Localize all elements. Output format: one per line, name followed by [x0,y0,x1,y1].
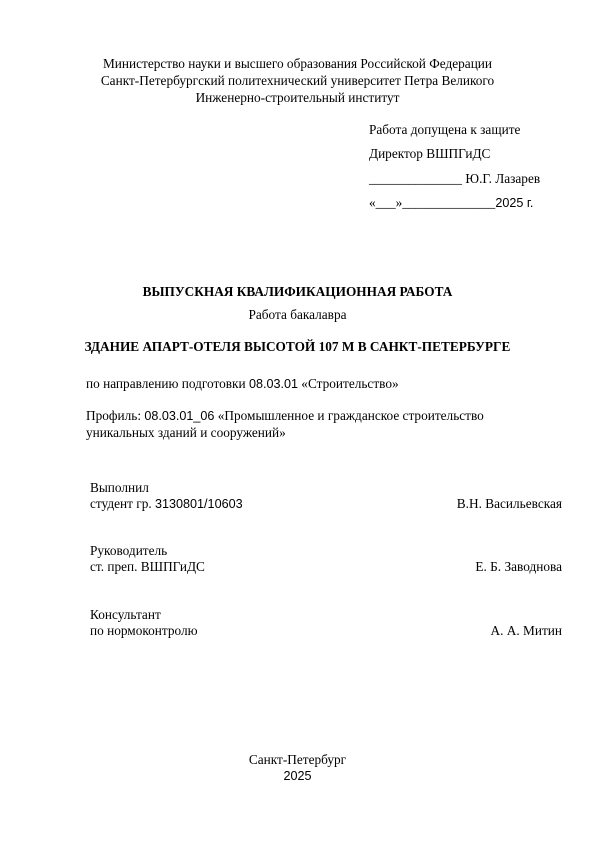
signature-role: Руководитель [90,543,168,558]
group-number: 3130801/10603 [155,496,243,511]
signature-name: В.Н. Васильевская [456,496,562,512]
date-year: 2025 г. [495,196,534,210]
approval-director: Директор ВШПГиДС [369,146,491,161]
signature-role: Выполнил [90,480,149,495]
approval-admitted: Работа допущена к защите [369,122,521,137]
signature-position-prefix: студент гр. [90,495,156,511]
signature-blank: ______________ [369,171,463,186]
profile-name-1: «Промышленное и гражданское строительство [214,408,484,423]
profile-prefix: Профиль: [86,408,145,423]
profile-code: 08.03.01_06 [144,409,215,423]
direction-line [86,376,399,392]
university-line: Санкт-Петербургский политехнический университет Петра Великого [100,73,495,88]
institute-line: Инженерно-строительный институт [195,90,400,105]
signature-position: по нормоконтролю [90,622,198,638]
signature-name: Е. Б. Заводнова [475,558,562,574]
footer-city: Санкт-Петербург [248,752,347,767]
signature-block-consultant [90,607,562,639]
signature-role: Консультант [90,607,161,622]
signature-position: ст. преп. ВШПГиДС [90,558,205,574]
approval-signature-line [369,171,540,187]
profile-line-1 [86,408,484,424]
ministry-line: Министерство науки и высшего образования Российской Федерации [102,56,493,71]
direction-code: 08.03.01 [248,377,298,391]
direction-name: «Строительство» [297,376,399,391]
direction-prefix: по направлению подготовки [86,376,249,391]
work-kind: ВЫПУСКНАЯ КВАЛИФИКАЦИОННАЯ РАБОТА [142,284,453,299]
work-topic: ЗДАНИЕ АПАРТ-ОТЕЛЯ ВЫСОТОЙ 107 М В САНКТ-ПЕТЕРБУРГЕ [84,339,511,354]
date-month-blank: ______________ [402,195,496,210]
approval-signatory: Ю.Г. Лазарев [462,171,541,186]
signature-block-supervisor [90,543,562,575]
work-subkind: Работа бакалавра [248,307,347,322]
signature-name: А. А. Митин [490,622,562,638]
profile-line-2: уникальных зданий и сооружений» [86,425,286,440]
approval-date-line [369,195,533,211]
footer-year: 2025 [283,769,312,783]
date-day-blank: «___» [369,195,403,210]
signature-block-author [90,480,562,512]
